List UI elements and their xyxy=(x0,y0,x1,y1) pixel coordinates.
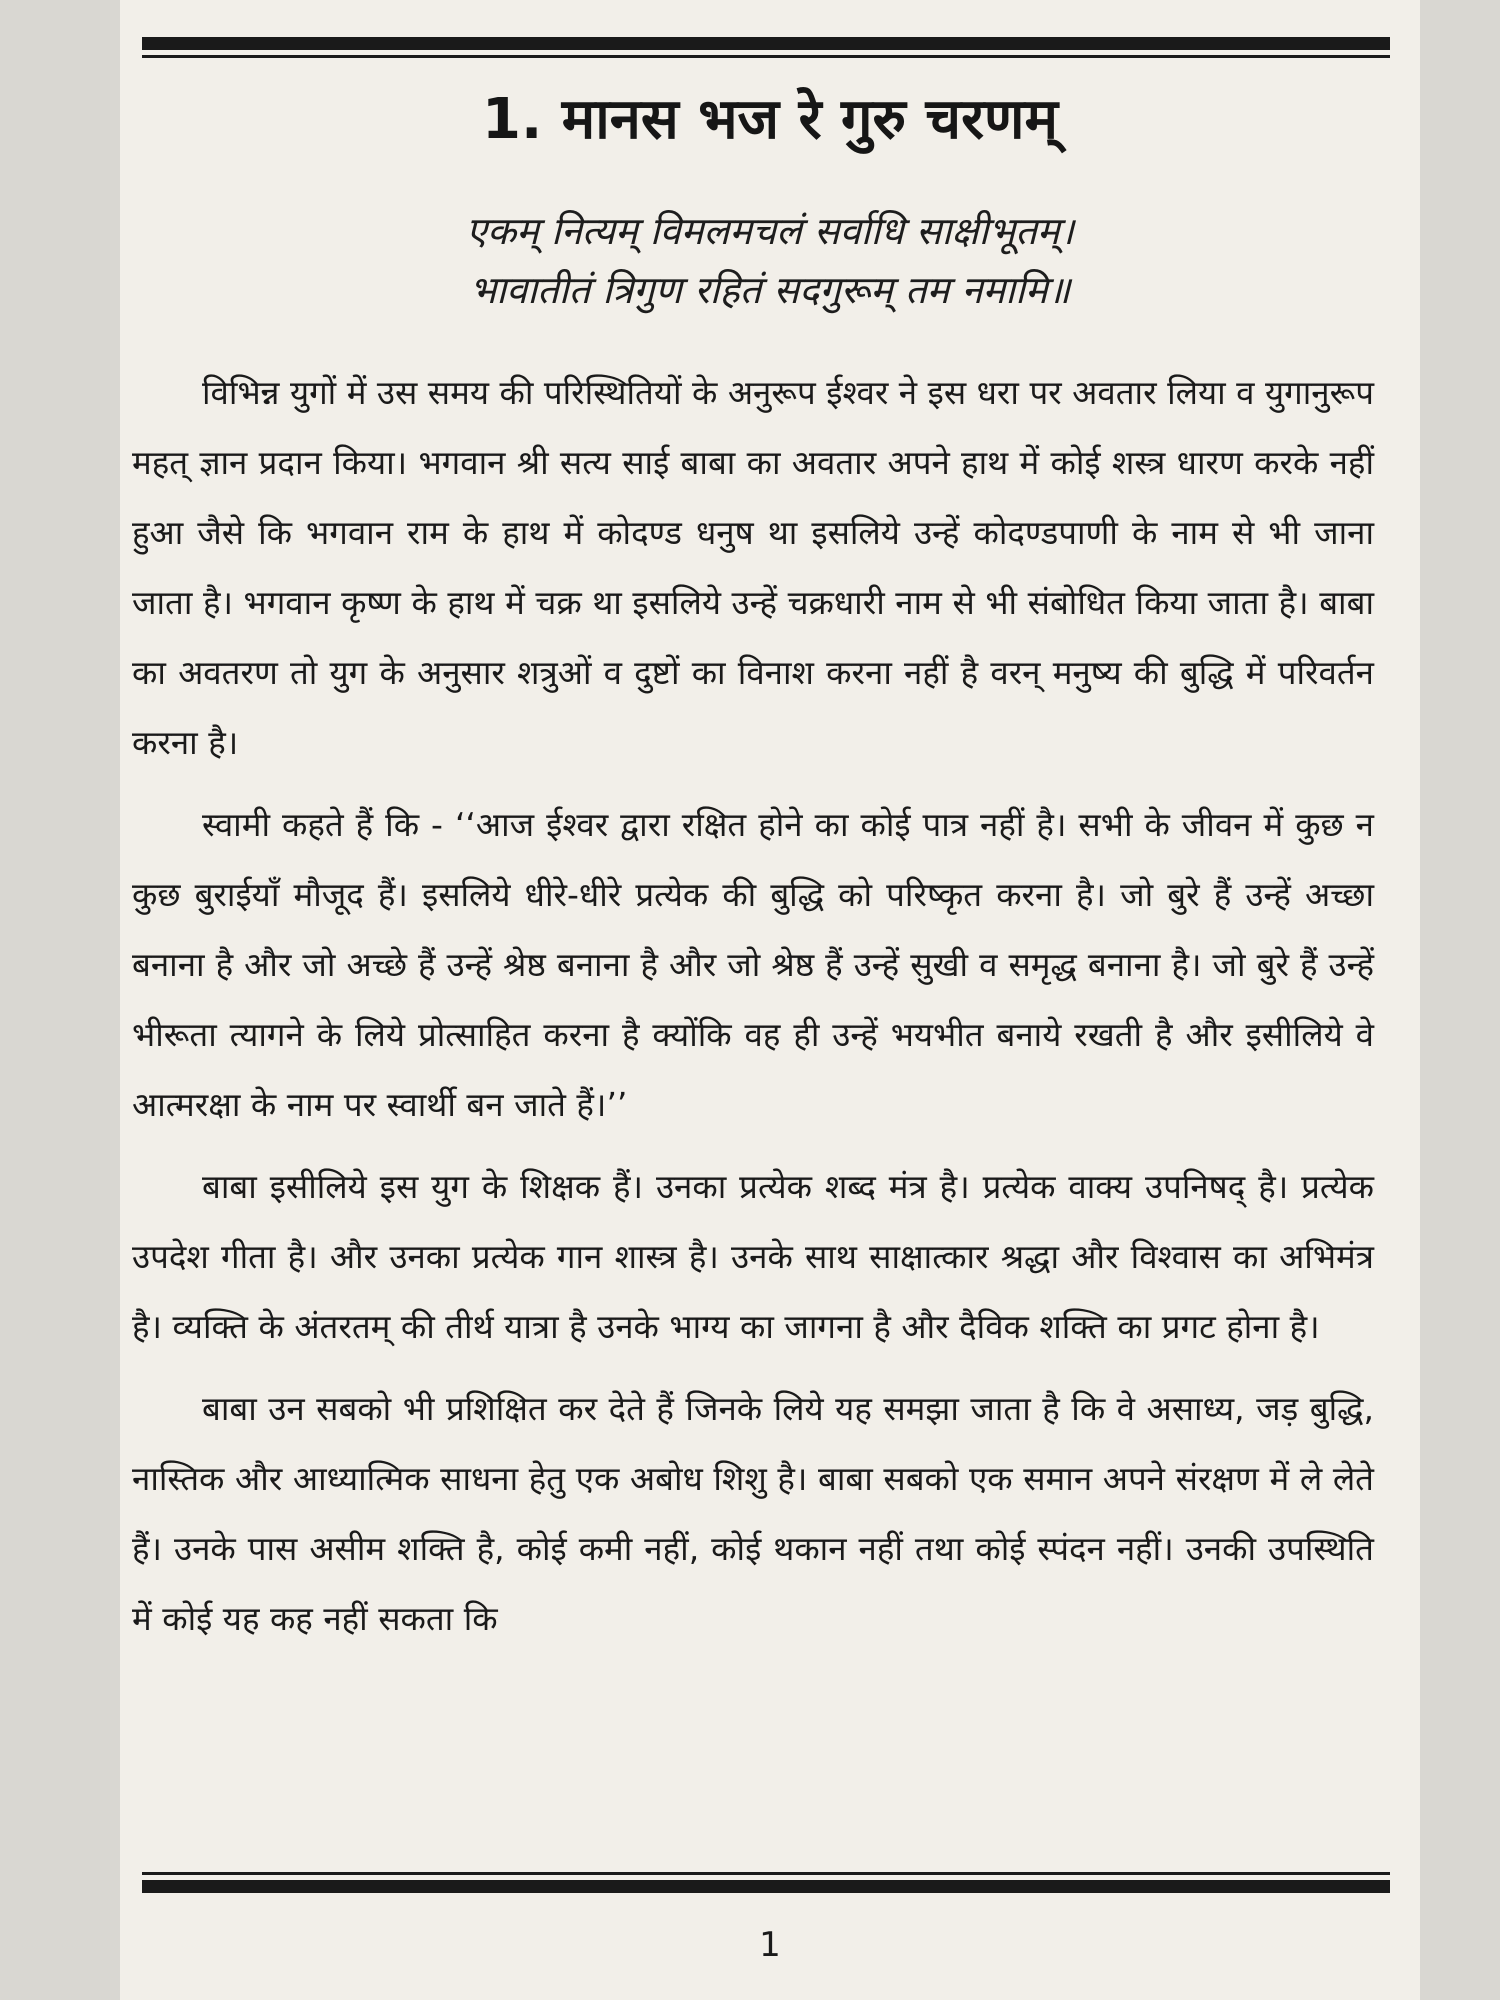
paragraph-4: बाबा उन सबको भी प्रशिक्षित कर देते हैं जिनके लिये यह समझा जाता है कि वे असाध्य, जड़ बुद्धि, नास्तिक और आध्यात्मिक साधना हेतु एक अबोध शिशु है। बाबा सबको एक समान अपने संरक्षण में ले लेते हैं। उनके पास असीम शक्ति है, कोई कमी नहीं, कोई थकान नहीं तथा कोई स्पंदन नहीं। उनकी उपस्थिति में कोई यह कह नहीं सकता कि xyxy=(132,1389,1374,1638)
body-text xyxy=(132,358,1374,1666)
book-page xyxy=(120,0,1420,2000)
verse-line-2: भावातीतं त्रिगुण रहितं सदगुरूम् तम नमामि॥ xyxy=(469,268,1071,312)
verse-line-1: एकम् नित्यम् विमलमचलं सर्वाधि साक्षीभूतम्। xyxy=(465,209,1075,253)
paragraph-1: विभिन्न युगों में उस समय की परिस्थितियों के अनुरूप ईश्वर ने इस धरा पर अवतार लिया व युगानुरूप महत् ज्ञान प्रदान किया। भगवान श्री सत्य साई बाबा का अवतार अपने हाथ में कोई शस्त्र धारण करके नहीं हुआ जैसे कि भगवान राम के हाथ में कोदण्ड धनुष था इसलिये उन्हें कोदण्डपाणी के नाम से भी जाना जाता है। भगवान कृष्ण के हाथ में चक्र था इसलिये उन्हें चक्रधारी नाम से भी संबोधित किया जाता है। बाबा का अवतरण तो युग के अनुसार शत्रुओं व दुष्टों का विनाश करना नहीं है वरन् मनुष्य की बुद्धि में परिवर्तन करना है। xyxy=(132,373,1374,762)
paragraph-2: स्वामी कहते हैं कि - ‘‘आज ईश्वर द्वारा रक्षित होने का कोई पात्र नहीं है। सभी के जीवन में कुछ न कुछ बुराईयाँ मौजूद हैं। इसलिये धीरे-धीरे प्रत्येक की बुद्धि को परिष्कृत करना है। जो बुरे हैं उन्हें अच्छा बनाना है और जो अच्छे हैं उन्हें श्रेष्ठ बनाना है और जो श्रेष्ठ हैं उन्हें सुखी व समृद्ध बनाना है। जो बुरे हैं उन्हें भीरूता त्यागने के लिये प्रोत्साहित करना है क्योंकि वह ही उन्हें भयभीत बनाये रखती है और इसीलिये वे आत्मरक्षा के नाम पर स्वार्थी बन जाते हैं।’’ xyxy=(132,805,1374,1124)
page-number: 1 xyxy=(759,1925,781,1965)
bottom-double-rule xyxy=(142,1872,1390,1893)
chapter-title: 1. मानस भज रे गुरु चरणम् xyxy=(482,87,1058,152)
paragraph-3: बाबा इसीलिये इस युग के शिक्षक हैं। उनका प्रत्येक शब्द मंत्र है। प्रत्येक वाक्य उपनिषद् है। प्रत्येक उपदेश गीता है। और उनका प्रत्येक गान शास्त्र है। उनके साथ साक्षात्कार श्रद्धा और विश्वास का अभिमंत्र है। व्यक्ति के अंतरतम् की तीर्थ यात्रा है उनके भाग्य का जागना है और दैविक शक्ति का प्रगट होना है। xyxy=(132,1167,1374,1346)
top-double-rule xyxy=(142,37,1390,58)
